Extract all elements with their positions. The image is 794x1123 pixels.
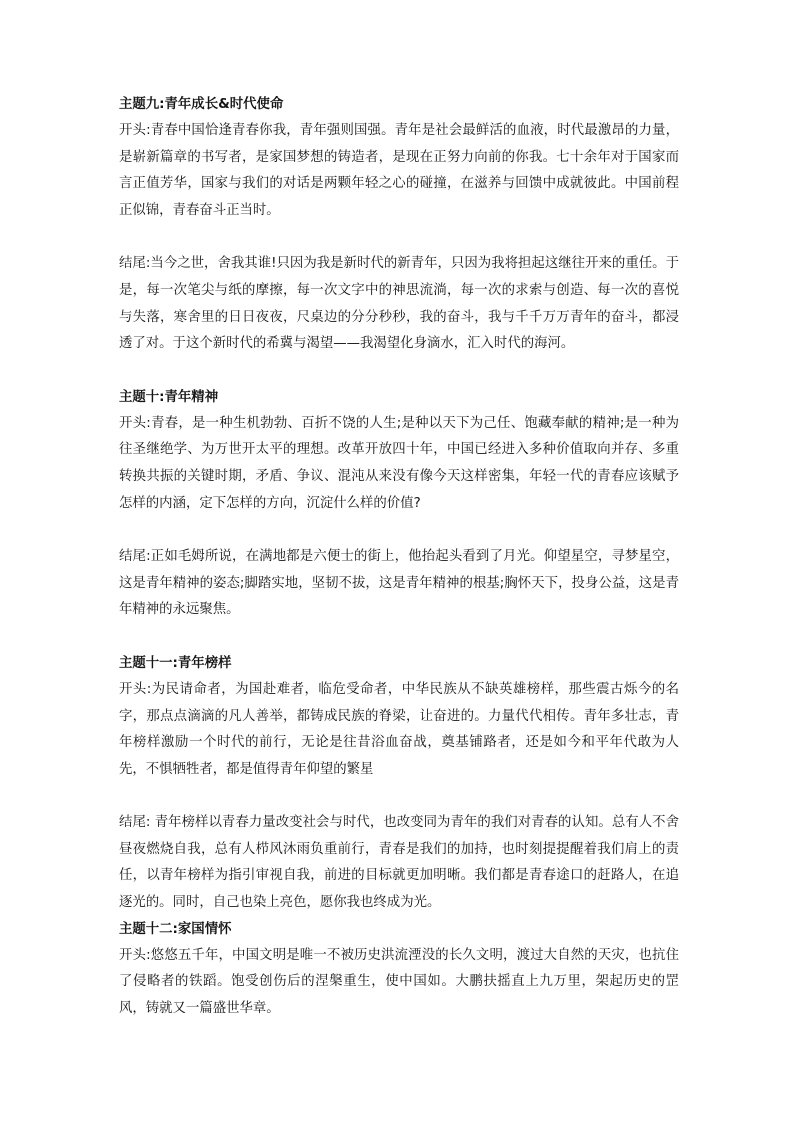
opening-paragraph: 开头:悠悠五千年，中国文明是唯一不被历史洪流湮没的长久文明，渡过大自然的天灾，也抗住了侵略者的铁蹈。饱受创伤后的涅槃重生，使中国如。大鹏扶摇直上九万里，架起历史的罡风，铸就又一篇盛世华章。	[119, 947, 679, 1016]
section-heading: 主题十二:家国情怀	[119, 921, 232, 937]
opening-paragraph: 开头:青春，是一种生机勃勃、百折不饶的人生;是种以天下为己任、饱藏奉献的精神;是一种为往圣继绝学、为万世开太平的理想。改革开放四十年，中国已经进入多种价值取向并存、多重转换共振的关键时期，矛盾、争议、混沌从来没有像今天这样密集，年轻一代的青春应该赋予怎样的内涵，定下怎样的方向，沉淀什么样的价值?	[119, 415, 679, 511]
opening-paragraph: 开头:为民请命者，为国赴难者，临危受命者，中华民族从不缺英雄榜样，那些震古烁今的名字，那点点滴滴的凡人善举，都铸成民族的脊梁，让奋进的。力量代代相传。青年多壮志，青年榜样激励一个时代的前行，无论是往昔浴血奋战，奠基铺路者，还是如今和平年代敢为人先，不惧牺牲者，都是值得青年仰望的繁星	[119, 681, 679, 777]
section-12	[119, 917, 679, 1023]
paragraph-gap	[119, 224, 679, 251]
paragraph-gap	[119, 783, 679, 810]
section-heading: 主题十一:青年榜样	[119, 655, 232, 671]
section-10	[119, 385, 679, 651]
opening-paragraph: 开头:青春中国恰逢青春你我，青年强则国强。青年是社会最鲜活的血液，时代最激昂的力量，是崭新篇章的书写者，是家国梦想的铸造者，是现在正努力向前的你我。七十余年对于国家而言正值芳华，国家与我们的对话是两颗年轻之心的碰撞，在滋养与回馈中成就彼此。中国前程正似锦，青春奋斗正当时。	[119, 123, 679, 218]
paragraph-gap	[119, 358, 679, 385]
section-9	[119, 92, 679, 385]
document-page	[119, 92, 679, 1022]
section-heading: 主题十:青年精神	[119, 389, 219, 405]
paragraph-gap	[119, 517, 679, 544]
ending-paragraph: 结尾:当今之世，舍我其谁!只因为我是新时代的新青年，只因为我将担起这继往开来的重任。于是，每一次笔尖与纸的摩擦，每一次文字中的神思流淌，每一次的求索与创造、每一次的喜悦与失落，寒舍里的日日夜夜，尺桌边的分分秒秒，我的奋斗，我与千千万万青年的奋斗，都浸透了对。于这个新时代的希冀与渴望——我渴望化身滴水，汇入时代的海河。	[119, 256, 679, 352]
section-heading: 主题九:青年成长&时代使命	[119, 97, 284, 112]
ending-paragraph: 结尾:正如毛姆所说，在满地都是六便士的街上，他抬起头看到了月光。仰望星空，寻梦星空，这是青年精神的姿态;脚踏实地，坚韧不拔，这是青年精神的根基;胸怀天下，投身公益，这是青年精神的永远聚焦。	[119, 549, 679, 618]
ending-paragraph: 结尾: 青年榜样以青春力量改变社会与时代，也改变同为青年的我们对青春的认知。总有人不舍昼夜燃烧自我，总有人栉风沐雨负重前行，青春是我们的加持，也时刻提提醒着我们肩上的责任，以青年榜样为指引审视自我，前进的目标就更加明晰。我们都是青春途口的赶路人，在追逐光的。同时，自己也染上亮色，愿你我也终成为光。	[119, 815, 679, 911]
paragraph-gap	[119, 624, 679, 651]
section-11	[119, 651, 679, 917]
